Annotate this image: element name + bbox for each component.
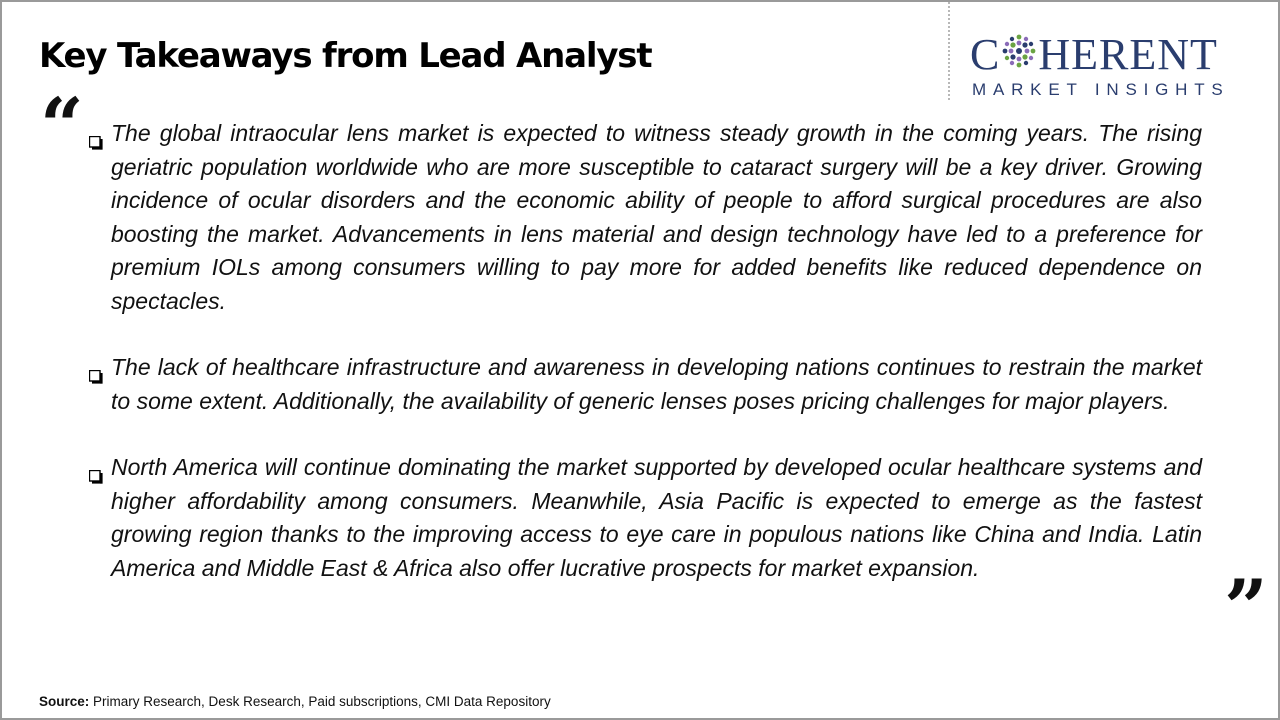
logo-wordmark: [970, 32, 1262, 78]
takeaways-list: [88, 117, 1202, 618]
source-text: Primary Research, Desk Research, Paid subscriptions, CMI Data Repository: [93, 694, 551, 709]
source-note: [39, 694, 551, 709]
takeaway-text: North America will continue dominating the market supported by developed ocular healthcare systems and higher affordability among consumers. Meanwhile, Asia Pacific is expected to emerge as the fastest growing region thanks to the improving access to eye care in populous nations like China and India. Latin America and Middle East & Africa also offer lucrative prospects for market expansion.: [111, 454, 1202, 581]
takeaway-item: [88, 351, 1202, 418]
logo-dot-globe-icon: [1001, 32, 1037, 78]
close-quote-icon: ”: [1224, 563, 1268, 652]
checkbox-icon: [89, 360, 103, 374]
logo-word-rest: HERENT: [1038, 30, 1218, 79]
checkbox-icon: [89, 460, 103, 474]
logo-tagline: MARKET INSIGHTS: [972, 80, 1230, 99]
open-quote-icon: “: [40, 81, 84, 170]
takeaway-item: [88, 451, 1202, 585]
company-logo: [970, 32, 1262, 102]
source-label: Source:: [39, 694, 90, 709]
header-divider: [948, 2, 950, 100]
page-title: Key Takeaways from Lead Analyst: [39, 36, 652, 76]
checkbox-icon: [89, 126, 103, 140]
takeaway-text: The global intraocular lens market is expected to witness steady growth in the coming years. The rising geriatric population worldwide who are more susceptible to cataract surgery will be a key driver. Growing incidence of ocular disorders and the economic ability of people to afford surgical procedures are also boosting the market. Advancements in lens material and design technology have led to a preference for premium IOLs among consumers willing to pay more for added benefits like reduced dependence on spectacles.: [111, 120, 1202, 314]
logo-letter-c: C: [970, 30, 1001, 79]
takeaway-text: The lack of healthcare infrastructure and awareness in developing nations continues to restrain the market to some extent. Additionally, the availability of generic lenses poses pricing challenges for major players.: [111, 354, 1202, 414]
takeaway-item: [88, 117, 1202, 318]
